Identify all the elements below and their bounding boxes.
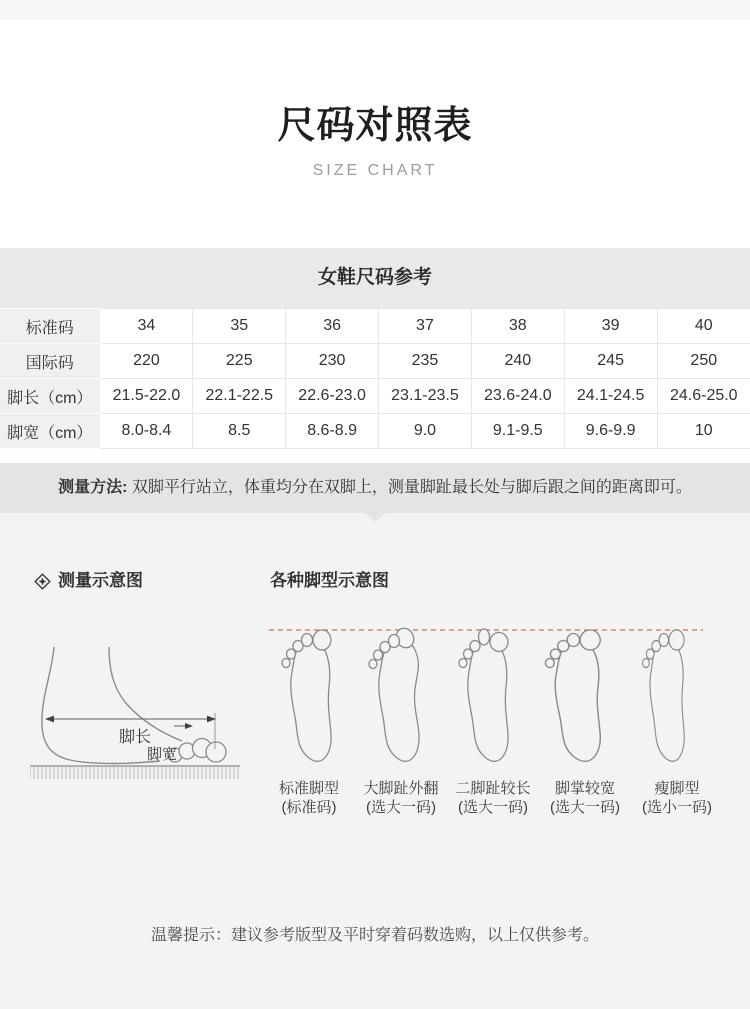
measure-method-text: 双脚平行站立，体重均分在双脚上，测量脚趾最长处与脚后跟之间的距离即可。 — [127, 479, 692, 496]
table-cell: 235 — [379, 344, 472, 379]
table-row-foot-width — [0, 414, 750, 449]
table-cell: 39 — [564, 309, 657, 344]
table-cell: 10 — [657, 414, 750, 449]
foot-type-item — [631, 779, 723, 817]
diamond-icon — [33, 572, 52, 591]
table-cell: 38 — [471, 309, 564, 344]
measure-method-label: 测量方法: — [58, 479, 128, 496]
table-row-standard-size — [0, 309, 750, 344]
measure-diagram-heading — [33, 569, 143, 593]
foot-narrow — [643, 630, 685, 761]
table-cell: 35 — [193, 309, 286, 344]
foot-type-item — [539, 779, 631, 817]
row-label: 脚长（cm） — [0, 379, 100, 414]
foot-type-name: 二脚趾较长 — [455, 780, 531, 797]
table-cell: 8.0-8.4 — [100, 414, 193, 449]
title-block — [0, 20, 750, 248]
table-cell: 9.6-9.9 — [564, 414, 657, 449]
foot-type-labels — [263, 779, 723, 817]
table-cell: 8.5 — [193, 414, 286, 449]
row-label: 标准码 — [0, 309, 100, 344]
foot-type-item — [263, 779, 355, 817]
foot-type-item — [355, 779, 447, 817]
row-label: 国际码 — [0, 344, 100, 379]
table-cell: 23.6-24.0 — [471, 379, 564, 414]
table-row-international-size — [0, 344, 750, 379]
foot-type-note: (选小一码) — [642, 799, 712, 816]
page-subtitle: SIZE CHART — [312, 162, 438, 179]
size-chart-section — [0, 248, 750, 449]
table-cell: 24.1-24.5 — [564, 379, 657, 414]
table-cell: 225 — [193, 344, 286, 379]
table-cell: 9.1-9.5 — [471, 414, 564, 449]
foot-type-name: 瘦脚型 — [654, 780, 700, 797]
foot-length-label: 脚长 — [118, 729, 152, 746]
table-cell: 250 — [657, 344, 750, 379]
foot-types-diagram — [263, 619, 723, 779]
table-row-foot-length — [0, 379, 750, 414]
table-cell: 9.0 — [379, 414, 472, 449]
table-cell: 34 — [100, 309, 193, 344]
table-cell: 22.1-22.5 — [193, 379, 286, 414]
pointer-notch — [365, 513, 385, 522]
row-label: 脚宽（cm） — [0, 414, 100, 449]
measure-diagram-heading-text: 测量示意图 — [58, 571, 143, 590]
table-cell: 36 — [286, 309, 379, 344]
page-title: 尺码对照表 — [277, 105, 473, 147]
table-cell: 230 — [286, 344, 379, 379]
foot-wide — [545, 630, 600, 761]
measure-method-note — [0, 463, 750, 513]
table-cell: 40 — [657, 309, 750, 344]
foot-standard — [282, 630, 331, 761]
top-strip — [0, 0, 750, 20]
foot-type-item — [447, 779, 539, 817]
size-table — [0, 308, 750, 449]
foot-types-heading-text: 各种脚型示意图 — [270, 571, 389, 590]
foot-type-note: (选大一码) — [366, 799, 436, 816]
foot-type-name: 大脚趾外翻 — [363, 780, 439, 797]
spacer — [0, 449, 750, 463]
size-table-title: 女鞋尺码参考 — [0, 248, 750, 308]
table-cell: 8.6-8.9 — [286, 414, 379, 449]
table-cell: 23.1-23.5 — [379, 379, 472, 414]
table-cell: 37 — [379, 309, 472, 344]
foot-bunion — [369, 625, 419, 761]
foot-type-name: 脚掌较宽 — [554, 780, 615, 797]
table-cell: 22.6-23.0 — [286, 379, 379, 414]
foot-measure-diagram — [12, 633, 247, 783]
diagram-section — [0, 513, 750, 1009]
foot-width-label: 脚宽 — [146, 746, 178, 763]
foot-type-name: 标准脚型 — [278, 780, 339, 797]
foot-type-note: (标准码) — [281, 799, 337, 816]
table-cell: 24.6-25.0 — [657, 379, 750, 414]
table-cell: 220 — [100, 344, 193, 379]
foot-long-second-toe — [459, 629, 508, 761]
table-cell: 240 — [471, 344, 564, 379]
table-cell: 21.5-22.0 — [100, 379, 193, 414]
foot-types-heading — [270, 569, 389, 593]
table-cell: 245 — [564, 344, 657, 379]
foot-type-note: (选大一码) — [550, 799, 620, 816]
warm-tip: 温馨提示：建议参考版型及平时穿着码数选购，以上仅供参考。 — [150, 927, 599, 944]
foot-type-note: (选大一码) — [458, 799, 528, 816]
